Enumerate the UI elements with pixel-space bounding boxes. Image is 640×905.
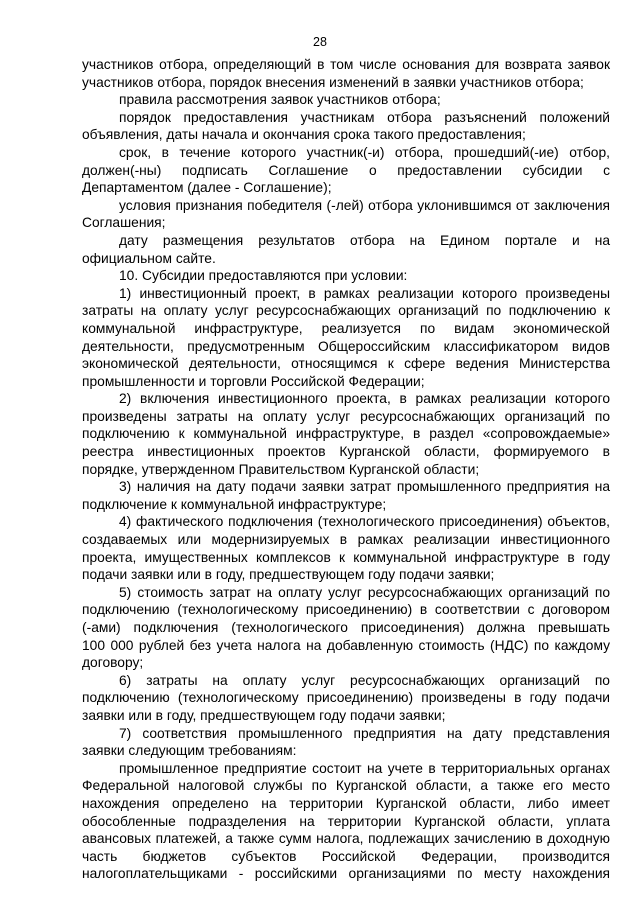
text-line: 2) включения инвестиционного проекта, в рамках реализации которого	[119, 391, 610, 407]
text-line: проекта, имущественных комплексов к коммунальной инфраструктуре в году	[82, 549, 610, 565]
text-line: авансовых платежей, а также сумм налога, подлежащих зачислению в доходную	[82, 831, 610, 847]
text-line: 5) стоимость затрат на оплату услуг ресурсоснабжающих организаций по	[119, 584, 610, 600]
text-line: 6) затраты на оплату услуг ресурсоснабжающих организаций по	[119, 672, 610, 688]
text-line: Соглашения;	[82, 215, 166, 231]
text-line: правила рассмотрения заявок участников отбора;	[119, 92, 441, 108]
text-line: заявки следующим требованиям:	[82, 743, 297, 759]
text-line: деятельности, предусмотренным Общероссийским классификатором видов	[82, 338, 610, 354]
text-line: произведены затраты на оплату услуг ресурсоснабжающих организаций по	[82, 408, 610, 424]
text-line: участников отбора, определяющий в том числе основания для возврата заявок	[82, 57, 610, 72]
text-line: коммунальной инфраструктуре, реализуется по видам экономической	[82, 320, 610, 336]
text-line: нахождения определено на территории Курганской области, либо имеет	[82, 795, 610, 811]
text-line: (-ами) подключения (технологического присоединения) должна превышать	[82, 620, 610, 635]
text-line: обособленные подразделения на территории Курганской области, уплата	[82, 813, 610, 829]
text-line: налогоплательщиками - российскими организациями по месту нахождения	[82, 866, 610, 882]
text-line: договору;	[82, 655, 144, 671]
text-line: порядок предоставления участникам отбора разъяснений положений	[119, 109, 610, 125]
text-line: 10. Субсидии предоставляются при условии:	[119, 268, 408, 284]
text-line: подключению к коммунальной инфраструктуре, в раздел «сопровождаемые»	[82, 426, 610, 442]
text-line: подключению (технологическому присоединению) произведены в году подачи	[82, 690, 610, 706]
text-line: порядке, утвержденном Правительством Курганской области;	[82, 461, 480, 477]
text-line: объявления, даты начала и окончания срока такого предоставления;	[82, 127, 526, 143]
text-line: промышленности и торговли Российской Федерации;	[82, 373, 425, 389]
text-line: Федеральной налоговой службы по Курганской области, а также его место	[82, 778, 610, 794]
text-line: подачи заявки или в году, предшествующем году подачи заявки;	[82, 567, 495, 583]
text-line: реестра инвестиционных проектов Курганской области, формируемого в	[82, 444, 610, 460]
body-text	[82, 56, 610, 883]
text-line: 100 000 рублей без учета налога на добавленную стоимость (НДС) по каждому	[82, 637, 610, 653]
text-line: затраты на оплату услуг ресурсоснабжающих организаций по подключению к	[82, 303, 610, 319]
text-line: Департаментом (далее - Соглашение);	[82, 180, 332, 196]
text-line: часть бюджетов субъектов Российской Федерации, производится	[82, 848, 610, 864]
text-line: создаваемых или модернизируемых в рамках реализации инвестиционного	[82, 532, 610, 548]
text-line: 4) фактического подключения (технологического присоединения) объектов,	[119, 514, 610, 530]
text-line: промышленное предприятие состоит на учете в территориальных органах	[119, 760, 610, 776]
text-line: дату размещения результатов отбора на Едином портале и на	[119, 232, 610, 248]
text-line: заявки или в году, предшествующем году подачи заявки;	[82, 707, 446, 723]
text-line: экономической деятельности, относящимся к сфере ведения Министерства	[82, 356, 610, 372]
text-line: участников отбора, порядок внесения изменений в заявки участников отбора;	[82, 74, 584, 90]
text-line: подключение к коммунальной инфраструктуре;	[82, 496, 387, 512]
text-line: 7) соответствия промышленного предприятия на дату представления	[119, 725, 610, 741]
text-line: срок, в течение которого участник(-и) отбора, прошедший(-ие) отбор,	[119, 144, 610, 160]
text-line: 1) инвестиционный проект, в рамках реализации которого произведены	[119, 285, 610, 301]
text-line: официальном сайте.	[82, 250, 216, 266]
text-line: должен(-ны) подписать Соглашение о предоставлении субсидии с	[82, 162, 610, 178]
page-number: 28	[313, 35, 327, 49]
text-line: условия признания победителя (-лей) отбора уклонившимся от заключения	[119, 197, 610, 213]
text-line: подключению (технологическому присоединению) в соответствии с договором	[82, 602, 610, 618]
text-line: 3) наличия на дату подачи заявки затрат промышленного предприятия на	[119, 479, 610, 495]
